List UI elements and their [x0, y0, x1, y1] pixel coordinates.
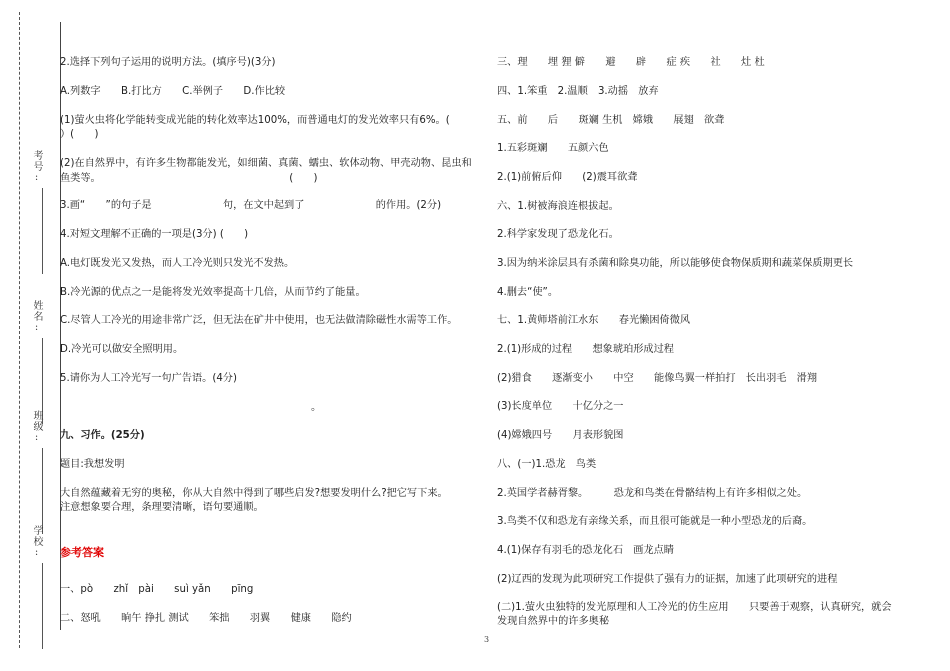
answer-three: 三、理 埋 狸 僻 避 辟 症 疾 社 灶 杜: [497, 57, 765, 68]
answer-six-4: 4.删去“使”。: [497, 287, 559, 298]
q4-option-d: D.冷光可以做安全照明用。: [60, 344, 184, 355]
reference-answer-title: 参考答案: [60, 546, 104, 559]
binding-margin: [0, 0, 60, 671]
page-number: 3: [484, 635, 490, 644]
answer-one: 一、pò zhǐ pài suì yǎn pīng: [60, 584, 254, 595]
answer-seven-1: 七、1.黄师塔前江水东 春光懒困倚微风: [497, 315, 691, 326]
section-nine-heading: 九、习作。(25分): [60, 430, 145, 441]
class-line: [42, 448, 43, 534]
answer-seven-2-3: (3)长度单位 十亿分之一: [497, 401, 624, 412]
essay-title: 题目:我想发明: [60, 459, 125, 470]
school-line: [42, 563, 43, 649]
answer-six-2: 2.科学家发现了恐龙化石。: [497, 229, 619, 240]
q2-options: A.列数字 B.打比方 C.举例子 D.作比较: [60, 86, 286, 97]
answer-eight-second-1: (二)1.萤火虫独特的发光原理和人工冷光的仿生应用 只要善于观察，认真研究，就会: [497, 602, 892, 613]
answer-eight-second-1-cont: 发现自然界中的许多奥秘: [497, 616, 610, 627]
class-label: 班级:: [31, 410, 42, 444]
answer-seven-2-2: (2)猎食 逐渐变小 中空 能像鸟翼一样拍打 长出羽毛 滑翔: [497, 373, 818, 384]
answer-two: 二、怒吼 晌午 挣扎 测试 笨拙 羽翼 健康 隐约: [60, 613, 352, 624]
answer-eight-3: 3.鸟类不仅和恐龙有亲缘关系，而且很可能就是一种小型恐龙的后裔。: [497, 516, 813, 527]
q4-option-a: A.电灯既发光又发热，而人工冷光则只发光不发热。: [60, 258, 295, 269]
essay-prompt-cont: 注意想象要合理，条理要清晰，语句要通顺。: [60, 502, 264, 513]
essay-prompt: 大自然蕴藏着无穷的奥秘，你从大自然中得到了哪些启发?想要发明什么?把它写下来。: [60, 488, 448, 499]
q2-item2-cont: 鱼类等。 ( ): [60, 173, 318, 184]
binding-dashed-line: [19, 12, 20, 648]
q4-option-c: C.尽管人工冷光的用途非常广泛，但无法在矿井中使用，也无法做清除磁性水需等工作。: [60, 315, 458, 326]
q4-option-b: B.冷光源的优点之一是能将发光效率提高十几倍，从而节约了能量。: [60, 287, 366, 298]
answer-six-3: 3.因为纳米涂层具有杀菌和除臭功能，所以能够使食物保质期和蔬菜保质期更长: [497, 258, 854, 269]
answer-five-2: 2.(1)前俯后仰 (2)震耳欲聋: [497, 172, 638, 183]
exam-no-label: 考号:: [31, 150, 42, 184]
answer-five: 五、前 后 斑斓 生机 嫦娥 展翅 欲聋: [497, 115, 725, 126]
name-field: [29, 300, 43, 424]
q5: 5.请你为人工冷光写一句广告语。(4分): [60, 373, 237, 384]
exam-no-line: [42, 188, 43, 274]
answer-five-1: 1.五彩斑斓 五颜六色: [497, 143, 609, 154]
name-label: 姓名:: [31, 300, 42, 334]
answer-eight-4-2: (2)辽西的发现为此项研究工作提供了强有力的证据，加速了此项研究的进程: [497, 574, 838, 585]
answer-eight-2: 2.英国学者赫胥黎。 恐龙和鸟类在骨骼结构上有许多相似之处。: [497, 488, 808, 499]
q2-item1-blank: ）( ): [60, 129, 99, 140]
exam-no-field: [29, 150, 43, 274]
q2-title: 2.选择下列句子运用的说明方法。(填序号)(3分): [60, 57, 276, 68]
class-field: [29, 410, 43, 534]
school-field: [29, 525, 43, 649]
answer-eight-4-1: 4.(1)保存有羽毛的恐龙化石 画龙点睛: [497, 545, 674, 556]
answer-six-1: 六、1.树被海浪连根拔起。: [497, 201, 619, 212]
answer-dot: 。: [311, 402, 322, 413]
answer-seven-2-1: 2.(1)形成的过程 想象琥珀形成过程: [497, 344, 674, 355]
answer-seven-2-4: (4)嫦娥四号 月表形貌图: [497, 430, 624, 441]
answer-four: 四、1.笨重 2.温顺 3.动摇 放弃: [497, 86, 659, 97]
left-column: [60, 0, 480, 671]
answer-eight-1: 八、(一)1.恐龙 鸟类: [497, 459, 597, 470]
q3: 3.画“ ”的句子是 句，在文中起到了 的作用。(2分): [60, 200, 442, 211]
q2-item1: (1)萤火虫将化学能转变成光能的转化效率达100%，而普通电灯的发光效率只有6%。(: [60, 115, 450, 126]
q2-item2: (2)在自然界中，有许多生物都能发光，如细菌、真菌、蠕虫、软体动物、甲壳动物、昆虫和: [60, 158, 472, 169]
school-label: 学校:: [31, 525, 42, 559]
q4-title: 4.对短文理解不正确的一项是(3分) ( ): [60, 229, 249, 240]
right-column: [497, 0, 927, 671]
